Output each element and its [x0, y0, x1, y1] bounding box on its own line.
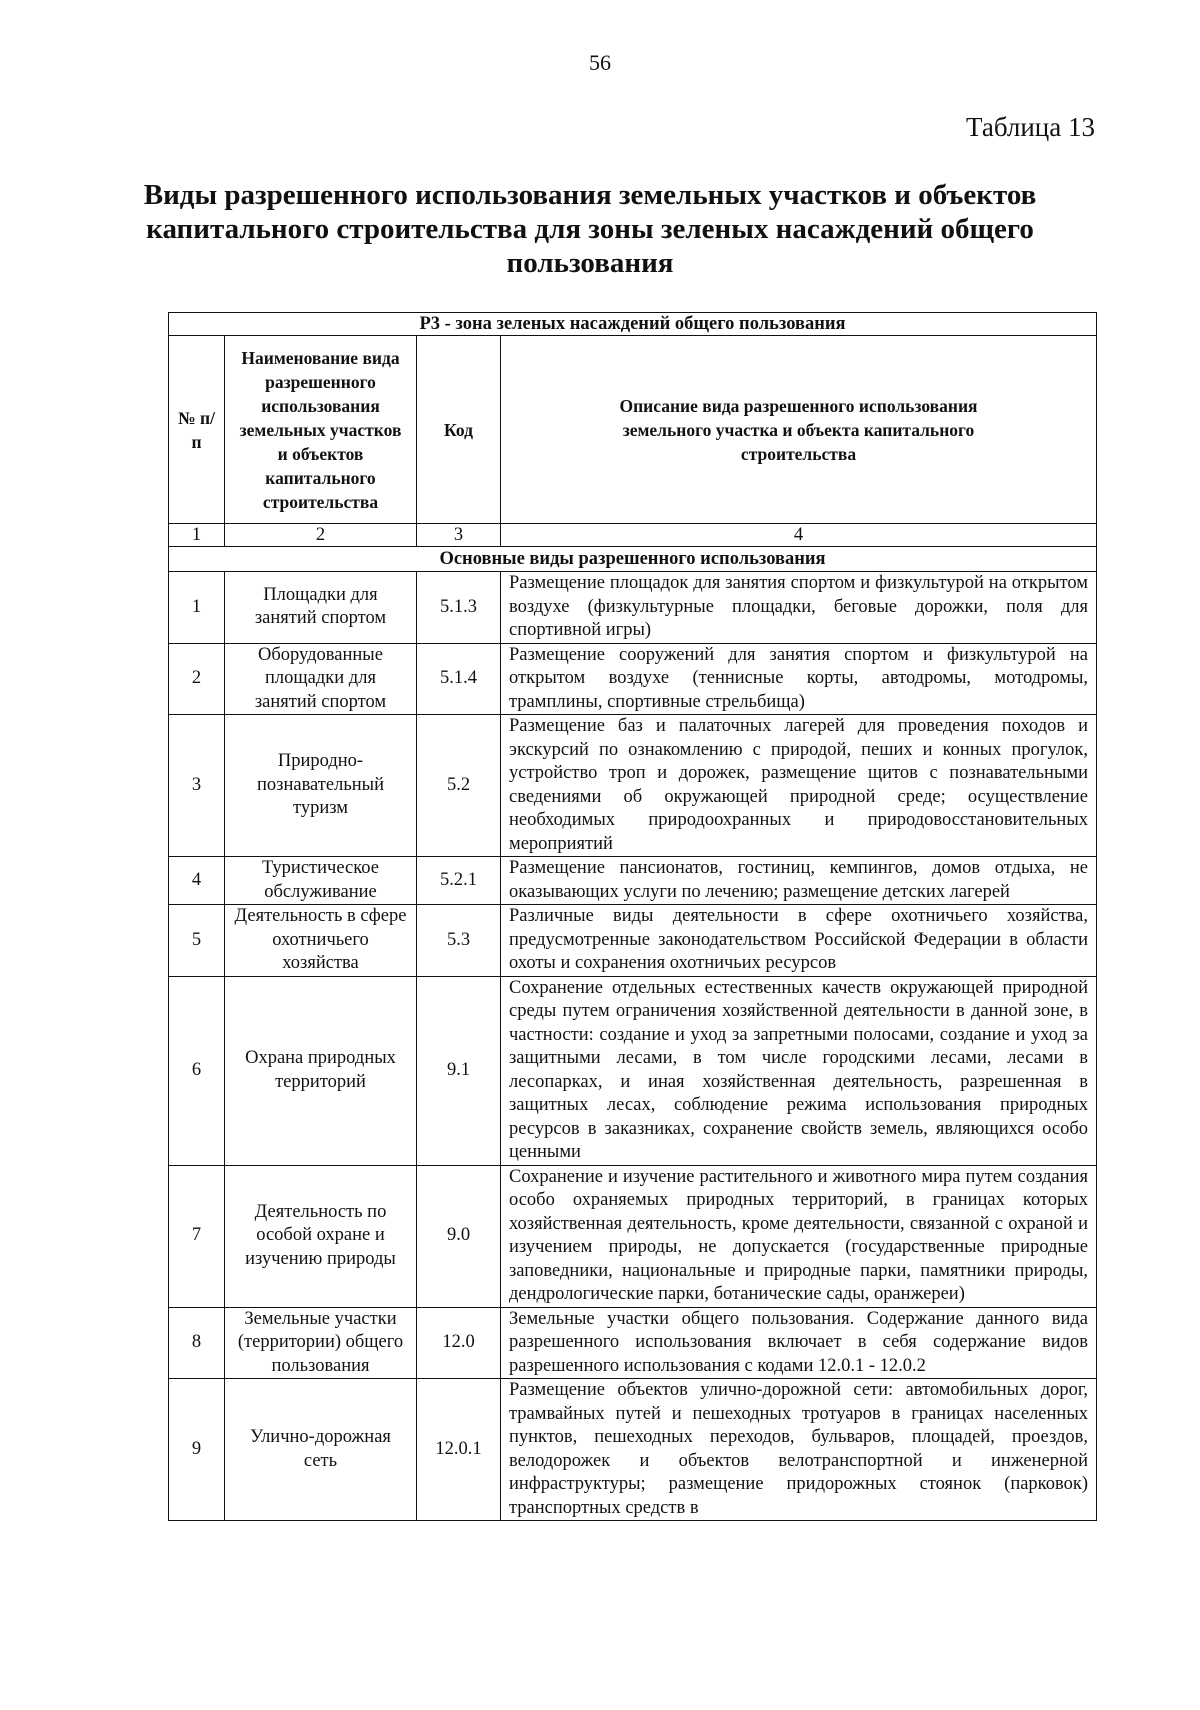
row-number: 8 [169, 1307, 225, 1379]
row-description: Размещение баз и палаточных лагерей для проведения походов и экскурсий по ознакомлению с природой, пеших и конных прогулок, устройство троп и дорожек, размещение щитов с познавательными сведениями об окружающей природной среде; осуществление необходимых природоохранных и природовосстановительных мероприятий [501, 715, 1097, 857]
row-code: 12.0 [417, 1307, 501, 1379]
row-name: Охрана природных территорий [225, 976, 417, 1165]
row-code: 12.0.1 [417, 1379, 501, 1521]
row-number: 5 [169, 905, 225, 977]
col-number-4: 4 [501, 524, 1097, 547]
row-description: Размещение сооружений для занятия спортом и физкультурой на открытом воздухе (теннисные корты, автодромы, мотодромы, трамплины, спортивные стрельбища) [501, 643, 1097, 715]
row-name: Туристическое обслуживание [225, 857, 417, 905]
section-title: Основные виды разрешенного использования [169, 547, 1097, 572]
zone-header: Р3 - зона зеленых насаждений общего пользования [169, 313, 1097, 336]
table-row [169, 572, 1097, 644]
table-row [169, 643, 1097, 715]
row-code: 5.3 [417, 905, 501, 977]
row-description: Размещение объектов улично-дорожной сети: автомобильных дорог, трамвайных путей и пешеходных тротуаров в границах населенных пунктов, пешеходных переходов, бульваров, площадей, проездов, велодорожек и объектов велотранспортной и инженерной инфраструктуры; размещение придорожных стоянок (парковок) транспортных средств в [501, 1379, 1097, 1521]
table-row [169, 715, 1097, 857]
row-description: Размещение площадок для занятия спортом и физкультурой на открытом воздухе (физкультурные площадки, беговые дорожки, поля для спортивной игры) [501, 572, 1097, 644]
row-code: 5.2.1 [417, 857, 501, 905]
col-number-1: 1 [169, 524, 225, 547]
column-header-row [169, 336, 1097, 524]
table-row [169, 1307, 1097, 1379]
row-name: Оборудованные площадки для занятий спортом [225, 643, 417, 715]
row-number: 6 [169, 976, 225, 1165]
col-header-number: № п/п [169, 336, 225, 524]
row-name: Деятельность по особой охране и изучению природы [225, 1165, 417, 1307]
row-description: Земельные участки общего пользования. Содержание данного вида разрешенного использования включает в себя содержание видов разрешенного использования с кодами 12.0.1 - 12.0.2 [501, 1307, 1097, 1379]
row-number: 4 [169, 857, 225, 905]
row-code: 5.2 [417, 715, 501, 857]
col-header-description: Описание вида разрешенного использования земельного участка и объекта капитального строительства [501, 336, 1097, 524]
table-row [169, 857, 1097, 905]
row-name: Площадки для занятий спортом [225, 572, 417, 644]
table-row [169, 1379, 1097, 1521]
row-name: Природно-познавательный туризм [225, 715, 417, 857]
page-number: 56 [589, 50, 611, 75]
row-code: 9.0 [417, 1165, 501, 1307]
row-number: 7 [169, 1165, 225, 1307]
row-description: Сохранение отдельных естественных качеств окружающей природной среды путем ограничения хозяйственной деятельности в данной зоне, в частности: создание и уход за запретными полосами, создание и уход за защитными лесами, в том числе городскими лесами, лесами в лесопарках, и иная хозяйственная деятельность, разрешенная в защитных лесах, соблюдение режима использования природных ресурсов в заказниках, сохранение свойств земель, являющихся особо ценными [501, 976, 1097, 1165]
row-number: 1 [169, 572, 225, 644]
table-label: Таблица 13 [966, 112, 1095, 142]
row-code: 9.1 [417, 976, 501, 1165]
table-row [169, 976, 1097, 1165]
row-description: Сохранение и изучение растительного и животного мира путем создания особо охраняемых природных территорий, в границах которых хозяйственная деятельность, кроме деятельности, связанной с охраной и изучением природы, не допускается (государственные природные заповедники, национальные и природные парки, памятники природы, дендрологические парки, ботанические сады, оранжереи) [501, 1165, 1097, 1307]
row-code: 5.1.4 [417, 643, 501, 715]
row-description: Размещение пансионатов, гостиниц, кемпингов, домов отдыха, не оказывающих услуги по лечению; размещение детских лагерей [501, 857, 1097, 905]
land-use-table [168, 312, 1097, 1521]
table-row [169, 905, 1097, 977]
col-number-3: 3 [417, 524, 501, 547]
row-name: Земельные участки (территории) общего пользования [225, 1307, 417, 1379]
row-name: Улично-дорожная сеть [225, 1379, 417, 1521]
row-number: 3 [169, 715, 225, 857]
row-code: 5.1.3 [417, 572, 501, 644]
col-header-code: Код [417, 336, 501, 524]
row-number: 2 [169, 643, 225, 715]
row-description: Различные виды деятельности в сфере охотничьего хозяйства, предусмотренные законодательством Российской Федерации в области охоты и сохранения охотничьих ресурсов [501, 905, 1097, 977]
column-number-row [169, 524, 1097, 547]
col-header-name: Наименование вида разрешенного использования земельных участков и объектов капитального строительства [225, 336, 417, 524]
section-row [169, 547, 1097, 572]
table-row [169, 1165, 1097, 1307]
row-number: 9 [169, 1379, 225, 1521]
col-number-2: 2 [225, 524, 417, 547]
zone-header-row [169, 313, 1097, 336]
row-name: Деятельность в сфере охотничьего хозяйства [225, 905, 417, 977]
document-title: Виды разрешенного использования земельных участков и объектов капитального строительства для зоны зеленых насаждений общего пользования [143, 179, 1037, 279]
